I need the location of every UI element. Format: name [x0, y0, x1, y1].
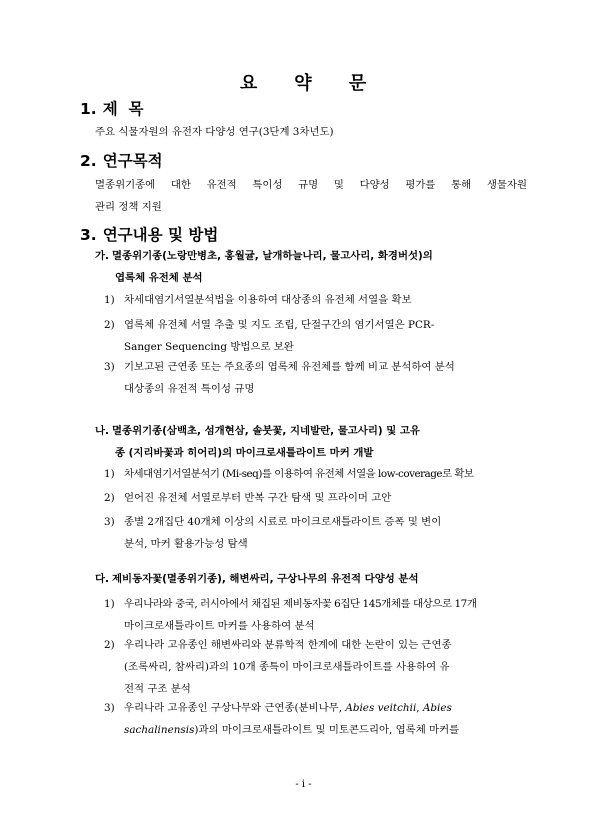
subsection-line: 엽록체 유전체 분석: [115, 272, 203, 284]
title-char: 요: [239, 73, 259, 94]
item-line: 차세대염기서열분석법을 이용하여 대상종의 유전체 서열을 확보: [124, 294, 412, 306]
item-line: 우리나라와 중국, 러시아에서 채집된 제비동자꽃 6집단 145개체를 대상으로 17개: [124, 598, 477, 610]
section-2-heading: [80, 149, 163, 171]
item-number: 1): [104, 294, 115, 306]
section-number: 3.: [80, 226, 97, 244]
item-line: Sanger Sequencing 방법으로 보완: [124, 341, 294, 353]
paragraph-line: 관리 정책 지원: [95, 201, 162, 213]
item-line: 기보고된 근연종 또는 주요종의 엽록체 유전체를 함께 비교 분석하여 분석: [124, 361, 455, 373]
section-number: 1.: [80, 100, 97, 118]
item-number: 1): [104, 468, 115, 480]
item-text: 우리나라 고유종인 구상나무와 근연종(분비나무,: [124, 702, 346, 714]
subsection-da-heading: [95, 568, 530, 590]
subsection-number: 가.: [95, 250, 109, 262]
subsection-number: 나.: [95, 425, 109, 437]
subsection-na-heading: [95, 420, 530, 464]
title-char: 약: [294, 73, 313, 94]
item-line: [124, 697, 452, 719]
section-title: 연구내용 및 방법: [102, 226, 219, 244]
species-name: sachalinensis: [124, 724, 195, 736]
section-1-text: 주요 식물자원의 유전자 다양성 연구(3단계 3차년도): [95, 126, 334, 138]
item-line: 분석, 마커 활용가능성 탐색: [124, 538, 248, 550]
subsection-line: 멸종위기종(삼백초, 섬개현삼, 솔붓꽃, 지네발란, 물고사리) 및 고유: [112, 425, 420, 437]
item-line: (조록싸리, 참싸리)과의 10개 종특이 마이크로새틀라이트를 사용하여 유: [124, 661, 450, 673]
species-name: Abies: [422, 702, 452, 714]
item-line: 차세대염기서열분석기 (Mi-seq)를 이용하여 유전체 서열을 low-coverage로 확보: [124, 468, 474, 480]
section-2-text: [95, 174, 527, 218]
item-line: 얻어진 유전체 서열로부터 반복 구간 탐색 및 프라이머 고안: [124, 492, 392, 504]
subsection-line: 제비동자꽃(멸종위기종), 해변싸리, 구상나무의 유전적 다양성 분석: [112, 573, 419, 585]
item-line: 엽록체 유전체 서열 추출 및 지도 조립, 단절구간의 염기서열은 PCR-: [124, 319, 435, 331]
subsection-number: 다.: [95, 573, 109, 585]
item-line: [124, 719, 459, 741]
item-number: 3): [104, 516, 115, 528]
section-number: 2.: [80, 152, 97, 170]
item-line: 마이크로새틀라이트 마커를 사용하여 분석: [124, 620, 315, 632]
item-number: 3): [104, 702, 115, 714]
item-number: 3): [104, 361, 115, 373]
section-title: 연구목적: [102, 152, 163, 170]
subsection-line: 종 (지리바꽃과 히어리)의 마이크로새틀라이트 마커 개발: [115, 447, 374, 459]
section-1-heading: [80, 97, 143, 119]
paragraph-line: 멸종위기종에 대한 유전적 특이성 규명 및 다양성 평가를 통해 생물자원: [95, 179, 527, 191]
item-line: 우리나라 고유종인 해변싸리와 분류학적 한계에 대한 논란이 있는 근연종: [124, 639, 452, 651]
subsection-ga-heading: [95, 245, 530, 289]
page-number: - i -: [295, 779, 312, 790]
title-char: 문: [348, 73, 368, 94]
species-name: Abies veitchii: [345, 702, 417, 714]
item-number: 2): [104, 492, 115, 504]
section-3-heading: [80, 223, 218, 245]
item-line: 종별 2개집단 40개체 이상의 시료로 마이크로새틀라이트 증폭 및 변이: [124, 516, 442, 528]
item-number: 1): [104, 598, 115, 610]
item-line: 대상종의 유전적 특이성 규명: [124, 383, 255, 395]
page-title: [0, 69, 607, 95]
item-text: )과의 마이크로새틀라이트 및 미토콘드리아, 엽록체 마커를: [194, 724, 460, 736]
item-number: 2): [104, 639, 115, 651]
item-text: ,: [416, 702, 423, 714]
item-number: 2): [104, 319, 115, 331]
section-title: 제 목: [102, 100, 144, 118]
item-line: 전적 구조 분석: [124, 683, 191, 695]
subsection-line: 멸종위기종(노랑만병초, 홍월귤, 날개하늘나리, 물고사리, 화경버섯)의: [112, 250, 433, 262]
